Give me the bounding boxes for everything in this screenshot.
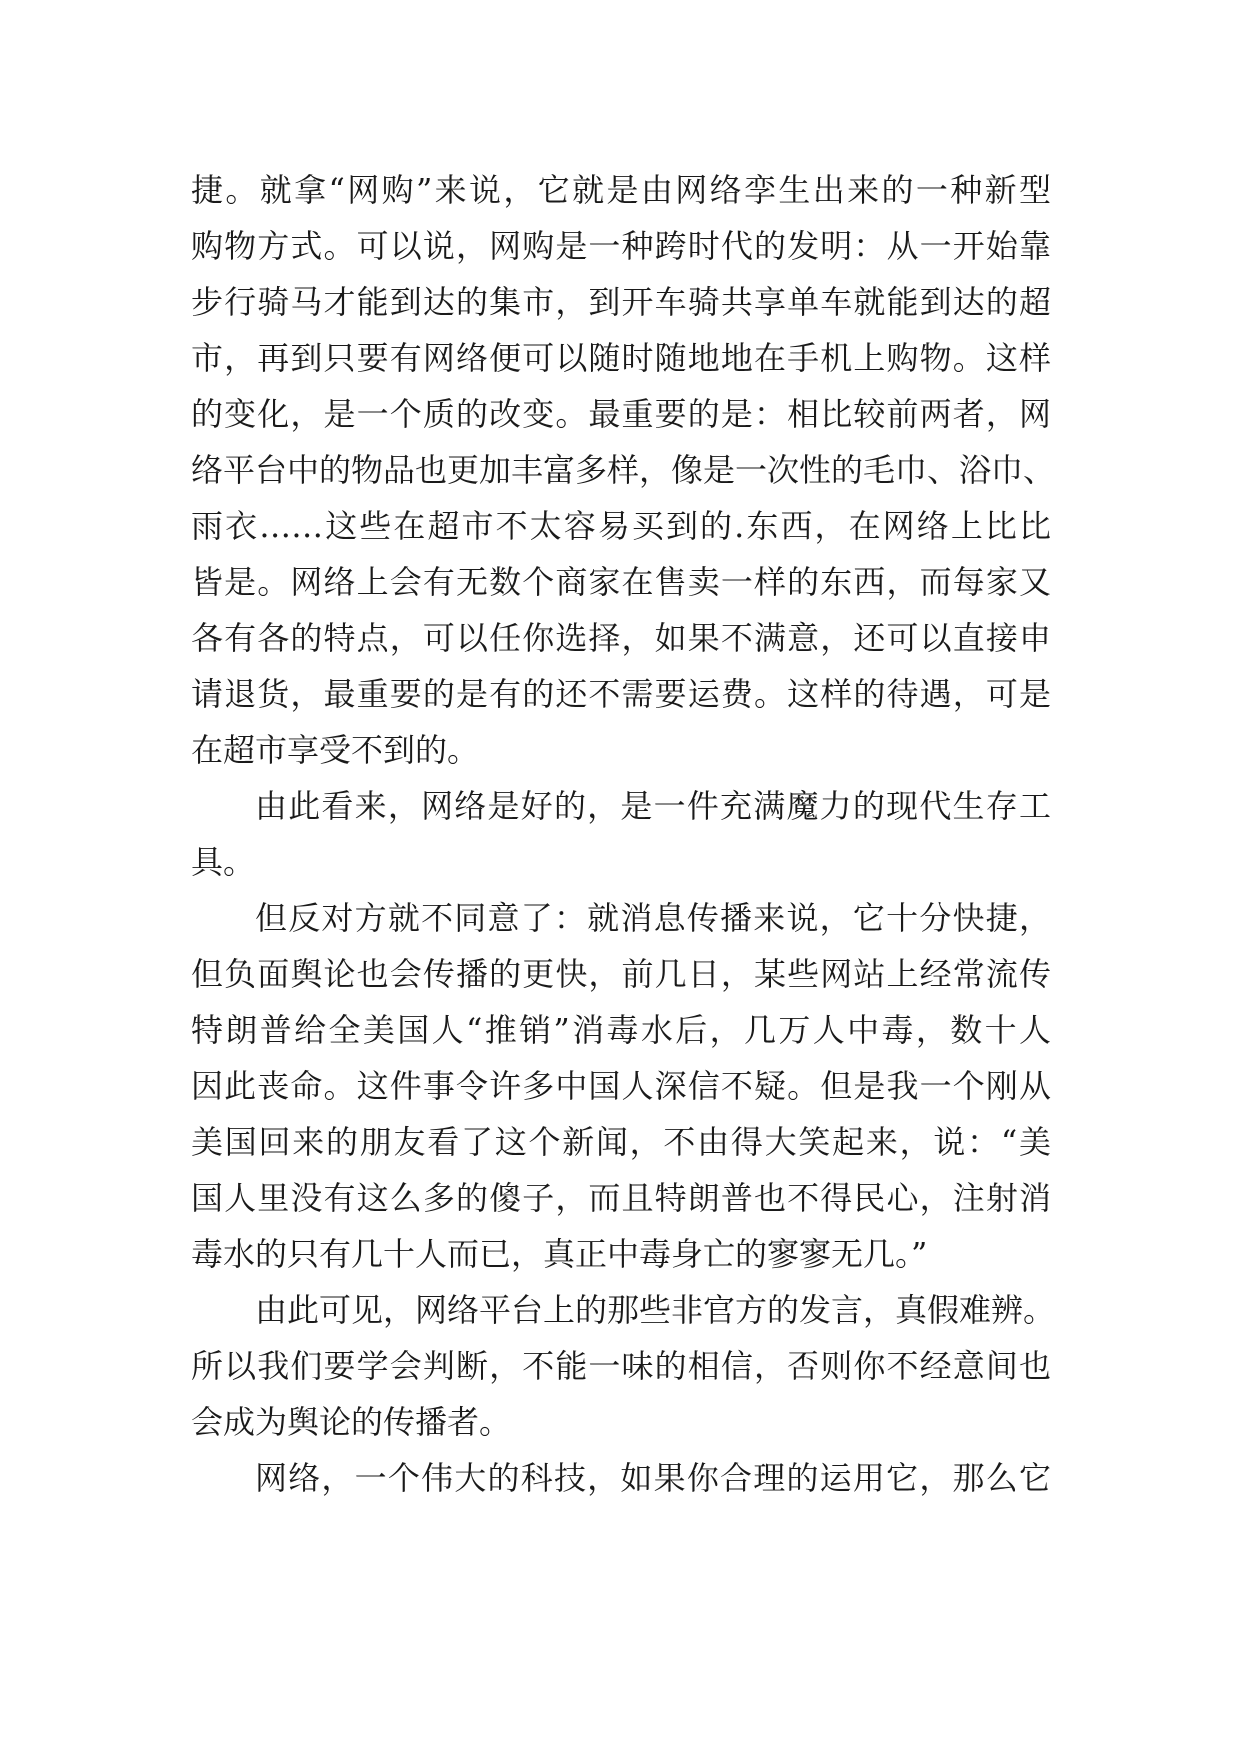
paragraph-first-line: 由此看来，网络是好的，是一件充满魔力的现代生存工 xyxy=(255,787,1051,825)
paragraph-first-line: 网络，一个伟大的科技，如果你合理的运用它，那么它 xyxy=(255,1459,1051,1497)
text-line: 步行骑马才能到达的集市，到开车骑共享单车就能到达的超 xyxy=(191,283,1051,321)
text-line: 请退货，最重要的是有的还不需要运费。这样的待遇，可是 xyxy=(191,675,1051,713)
document-body xyxy=(191,162,1056,1506)
text-line: 国人里没有这么多的傻子，而且特朗普也不得民心，注射消 xyxy=(191,1179,1051,1217)
text-line: 会成为舆论的传播者。 xyxy=(191,1403,512,1441)
text-line: 但负面舆论也会传播的更快，前几日，某些网站上经常流传 xyxy=(191,955,1051,993)
text-line: 皆是。网络上会有无数个商家在售卖一样的东西，而每家又 xyxy=(191,563,1051,601)
paragraph-first-line: 但反对方就不同意了：就消息传播来说，它十分快捷， xyxy=(255,899,1051,937)
text-line: 雨衣……这些在超市不太容易买到的.东西，在网络上比比 xyxy=(191,507,1051,545)
text-line: 络平台中的物品也更加丰富多样，像是一次性的毛巾、浴巾、 xyxy=(191,451,1056,489)
text-line: 所以我们要学会判断，不能一味的相信，否则你不经意间也 xyxy=(191,1347,1051,1385)
text-line: 具。 xyxy=(191,843,256,881)
text-line: 毒水的只有几十人而已，真正中毒身亡的寥寥无几。” xyxy=(191,1235,928,1273)
text-line: 捷。就拿“网购”来说，它就是由网络孪生出来的一种新型 xyxy=(191,171,1051,209)
text-line: 因此丧命。这件事令许多中国人深信不疑。但是我一个刚从 xyxy=(191,1067,1051,1105)
paragraph-first-line: 由此可见，网络平台上的那些非官方的发言，真假难辨。 xyxy=(255,1291,1056,1329)
text-line: 的变化，是一个质的改变。最重要的是：相比较前两者，网 xyxy=(191,395,1051,433)
text-line: 购物方式。可以说，网购是一种跨时代的发明：从一开始靠 xyxy=(191,227,1051,265)
text-line: 市，再到只要有网络便可以随时随地地在手机上购物。这样 xyxy=(191,339,1051,377)
text-line: 在超市享受不到的。 xyxy=(191,731,480,769)
text-line: 美国回来的朋友看了这个新闻，不由得大笑起来，说：“美 xyxy=(191,1123,1051,1161)
text-line: 各有各的特点，可以任你选择，如果不满意，还可以直接申 xyxy=(191,619,1051,657)
text-line: 特朗普给全美国人“推销”消毒水后，几万人中毒，数十人 xyxy=(191,1011,1051,1049)
